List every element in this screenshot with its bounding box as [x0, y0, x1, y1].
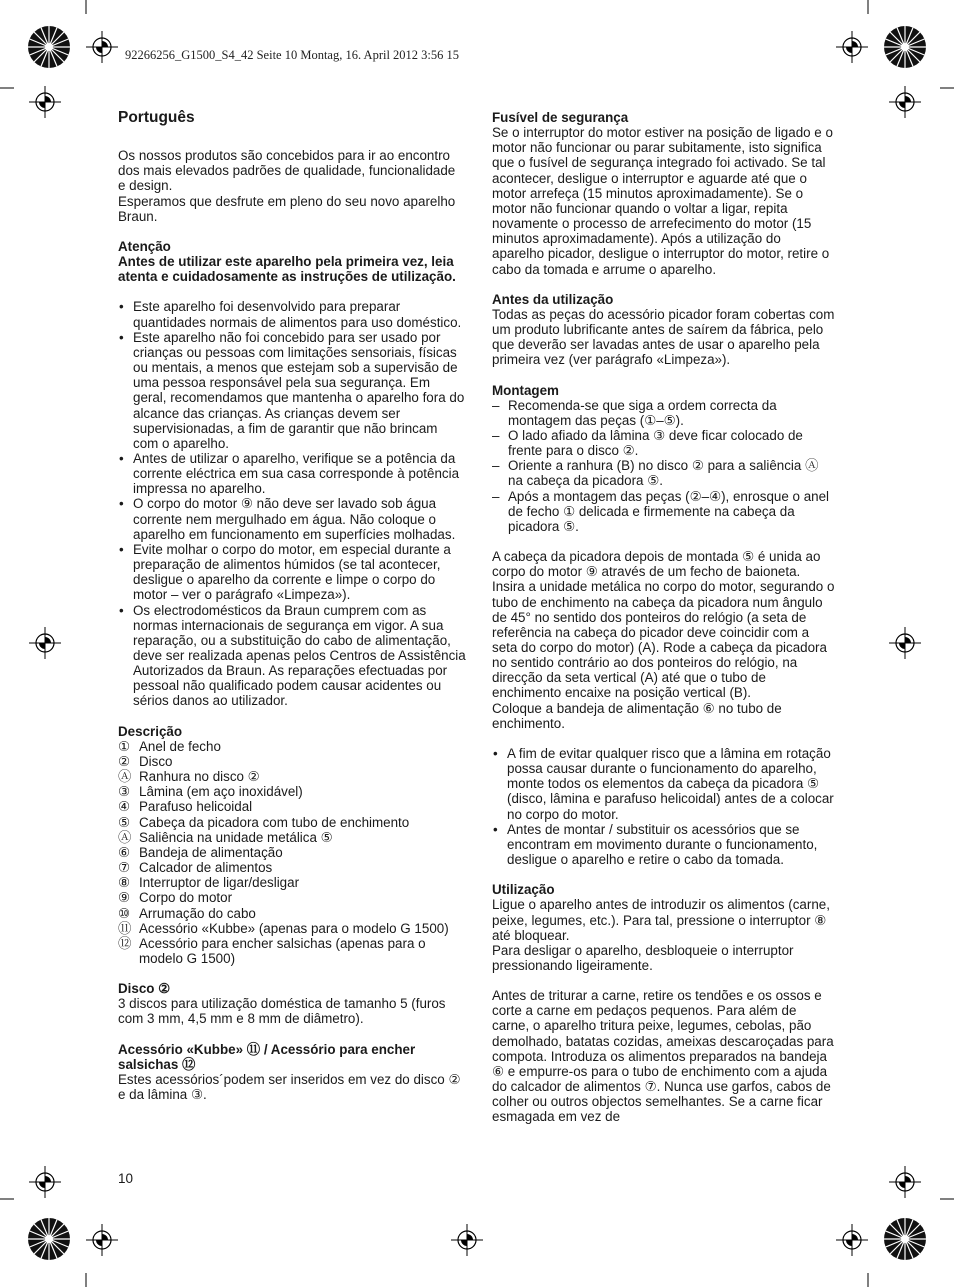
item-label: Cabeça da picadora com tubo de enchimento — [139, 814, 410, 830]
list-item: – Oriente a ranhura (B) no disco ② para a saliência Ⓐ na cabeça da picadora ⑤. — [492, 458, 836, 488]
list-item — [118, 875, 466, 890]
list-item: • Antes de montar / substituir os acessórios que se encontram em movimento durante o funcionamento, desligue o aparelho e retire o cabo da tomada. — [492, 822, 836, 867]
assembly-heading: Montagem — [492, 382, 559, 398]
right-column — [492, 108, 836, 1125]
fuse-heading: Fusível de segurança — [492, 110, 629, 125]
list-item — [118, 936, 466, 966]
attention-text: Antes de utilizar este aparelho pela primeira vez, leia atenta e cuidadosamente as instruções de utilização. — [118, 254, 456, 285]
left-column — [118, 108, 466, 1102]
crosshair-mark-right-bottom-icon — [889, 1166, 921, 1198]
crosshair-mark-top-1-icon — [86, 31, 118, 63]
usage-paragraph-3: Antes de triturar a carne, retire os tendões e os ossos e corte a carne em pedaços pequenos. Para além de carne, o aparelho tritura peixe, legumes, cebolas, pão demolhado, batatas cozidas, ameixas descaroçadas para compota. Introduza os alimentos preparados na bandeja ⑥ e empurre-os para o tubo de enchimento com a ajuda do calcador de alimentos ⑦. Nunca use garfos, cabos de colher ou outros objectos semelhantes. Se a carne ficar esmagada em vez de — [492, 988, 834, 1125]
list-item: • Este aparelho foi desenvolvido para preparar quantidades normais de alimentos para uso doméstico. — [118, 299, 466, 329]
starburst-mark-bottom-right-icon — [883, 1217, 927, 1261]
list-item: • A fim de evitar qualquer risco que a lâmina em rotação possa causar durante o funcionamento do aparelho, monte todos os elementos da cabeça da picadora ⑤ (disco, lâmina e parafuso helicoidal) antes de a colocar no corpo do motor. — [492, 746, 836, 822]
usage-paragraph-2: Para desligar o aparelho, desbloqueie o interruptor pressionando ligeiramente. — [492, 942, 794, 973]
item-number: ⑦ — [118, 860, 131, 876]
item-label: Arrumação do cabo — [139, 905, 256, 921]
before-use-heading: Antes da utilização — [492, 291, 614, 307]
crosshair-mark-right-top-icon — [889, 86, 921, 118]
list-item — [118, 845, 466, 860]
item-number: ③ — [118, 784, 131, 800]
assembly-safety-list — [492, 746, 836, 867]
page-number: 10 — [118, 1171, 134, 1186]
list-item: – O lado afiado da lâmina ③ deve ficar colocado de frente para o disco ②. — [492, 428, 836, 458]
item-label: Acessório «Kubbe» (apenas para o modelo G 1500) — [139, 920, 449, 936]
crosshair-mark-right-mid-icon — [889, 627, 921, 659]
list-item — [118, 906, 466, 921]
kubbe-heading: Acessório «Kubbe» ⑪ / Acessório para encher salsichas ⑫ — [118, 1041, 416, 1072]
print-header: 92266256_G1500_S4_42 Seite 10 Montag, 16. April 2012 3:56 15 — [125, 48, 460, 62]
item-label: Bandeja de alimentação — [139, 844, 283, 860]
list-item: • Os electrodomésticos da Braun cumprem com as normas internacionais de segurança em vigor. A sua reparação, ou a substituição do cabo de alimentação, deve ser realizada apenas pelos Centros de Assistência Autorizados da Braun. As reparações efectuadas por pessoal não qualificado podem causar acidentes ou sérios danos ao utilizador. — [118, 603, 466, 709]
attention-heading: Atenção — [118, 238, 171, 254]
item-label: Acessório para encher salsichas (apenas para o modelo G 1500) — [139, 935, 426, 966]
item-label: Ranhura no disco ② — [139, 769, 260, 785]
fuse-text: Se o interruptor do motor estiver na posição de ligado e o motor não funcionar ou parar subitamente, isto significa que o fusível de segurança integrado foi activado. Se tal acontecer, desligue o interruptor e aguarde até que o motor arrefeça (15 minutos aproximadamente). Se o motor não funcionar quando o voltar a ligar, repita novamente o processo de arrefecimento do motor (15 minutos aproximadamente). Após a utilização do aparelho picador, desligue o interruptor do motor, retire o cabo da tomada e arrume o aparelho. — [492, 125, 833, 277]
item-number: Ⓐ — [118, 829, 132, 845]
crosshair-mark-left-bottom-icon — [29, 1166, 61, 1198]
item-label: Interruptor de ligar/desligar — [139, 875, 300, 891]
item-label: Disco — [139, 753, 173, 769]
list-item — [118, 784, 466, 799]
starburst-mark-bottom-left-icon — [27, 1217, 71, 1261]
item-number: ⑨ — [118, 890, 131, 906]
list-item — [118, 799, 466, 814]
list-item — [118, 860, 466, 875]
item-label: Saliência na unidade metálica ⑤ — [139, 829, 333, 845]
page-title: Português — [118, 109, 195, 126]
item-label: Calcador de alimentos — [139, 860, 273, 876]
item-number: ② — [118, 753, 131, 769]
item-number: ⑩ — [118, 905, 131, 921]
list-item: • Evite molhar o corpo do motor, em especial durante a preparação de alimentos húmidos (se tal acontecer, desligue o aparelho da corrente e limpe o corpo do motor – ver o parágrafo «Limpeza»). — [118, 542, 466, 603]
list-item: – Após a montagem das peças (②–④), enrosque o anel de fecho ① delicada e firmemente na cabeça da picadora ⑤. — [492, 489, 836, 534]
item-number: ⑫ — [118, 935, 132, 951]
crosshair-mark-left-mid-icon — [29, 627, 61, 659]
item-number: ⑧ — [118, 875, 131, 891]
description-list — [118, 739, 466, 966]
list-item: • Este aparelho não foi concebido para ser usado por crianças ou pessoas com limitações sensoriais, físicas ou mentais, a menos que estejam sob a supervisão de uma pessoa responsável pela sua segurança. Em geral, recomendamos que mantenha o aparelho fora do alcance das crianças. As crianças devem ser supervisionadas, a fim de garantir que não brincam com o aparelho. — [118, 330, 466, 451]
description-heading: Descrição — [118, 723, 183, 739]
item-number: Ⓐ — [118, 769, 132, 785]
crosshair-mark-bottom-1-icon — [86, 1224, 118, 1256]
list-item — [118, 754, 466, 769]
crosshair-mark-top-2-icon — [836, 31, 868, 63]
item-label: Lâmina (em aço inoxidável) — [139, 784, 303, 800]
starburst-mark-top-left-icon — [27, 25, 71, 69]
assembly-list — [492, 398, 836, 534]
assembly-paragraph-2: Coloque a bandeja de alimentação ⑥ no tubo de enchimento. — [492, 700, 782, 731]
list-item — [118, 921, 466, 936]
item-label: Anel de fecho — [139, 738, 221, 754]
usage-heading: Utilização — [492, 882, 555, 898]
item-label: Parafuso helicoidal — [139, 799, 253, 815]
before-use-text: Todas as peças do acessório picador foram cobertas com um produto lubrificante antes de saírem da fábrica, pelo que deverão ser lavadas antes de usar o aparelho pela primeira vez (ver parágrafo «Limpeza»). — [492, 306, 835, 368]
intro-paragraph-1: Os nossos produtos são concebidos para ir ao encontro dos mais elevados padrões de qualidade, funcionalidade e design. — [118, 148, 456, 194]
crosshair-mark-bottom-2-icon — [451, 1224, 483, 1256]
assembly-paragraph-1: A cabeça da picadora depois de montada ⑤ é unida ao corpo do motor ⑨ através de um fecho de baioneta. Insira a unidade metálica no corpo do motor, segurando o tubo de enchimento na cabeça da picadora num ângulo de 45° no sentido dos ponteiros do relógio (a seta de referência na cabeça do picador deve coincidir com a seta do corpo do motor) (A). Rode a cabeça da picadora no sentido contrário ao dos ponteiros do relógio, na direcção da seta vertical (A) até que o tubo de enchimento encaixe na posição vertical (B). — [492, 549, 835, 701]
disc-text: 3 discos para utilização doméstica de tamanho 5 (furos com 3 mm, 4,5 mm e 8 mm de diâmetro). — [118, 996, 446, 1027]
list-item — [118, 769, 466, 784]
list-item — [118, 830, 466, 845]
crosshair-mark-left-top-icon — [29, 86, 61, 118]
item-number: ⑪ — [118, 920, 132, 936]
list-item — [118, 815, 466, 830]
item-label: Corpo do motor — [139, 890, 233, 906]
intro-paragraph-2: Esperamos que desfrute em pleno do seu novo aparelho Braun. — [118, 193, 456, 224]
list-item: – Recomenda-se que siga a ordem correcta da montagem das peças (①–⑤). — [492, 398, 836, 428]
crosshair-mark-bottom-3-icon — [836, 1224, 868, 1256]
list-item: • O corpo do motor ⑨ não deve ser lavado sob água corrente nem mergulhado em água. Não coloque o aparelho em funcionamento em superfícies molhadas. — [118, 496, 466, 541]
list-item — [118, 739, 466, 754]
item-number: ⑥ — [118, 844, 131, 860]
list-item: • Antes de utilizar o aparelho, verifique se a potência da corrente eléctrica em sua casa corresponde à potência impressa no aparelho. — [118, 451, 466, 496]
kubbe-text: Estes acessórios´podem ser inseridos em vez do disco ② e da lâmina ③. — [118, 1071, 461, 1103]
list-item — [118, 890, 466, 905]
item-number: ⑤ — [118, 814, 131, 830]
starburst-mark-top-right-icon — [883, 25, 927, 69]
usage-paragraph-1: Ligue o aparelho antes de introduzir os alimentos (carne, peixe, legumes, etc.). Para tal, pressione o interruptor ⑧ até bloquear. — [492, 897, 830, 943]
item-number: ④ — [118, 799, 131, 815]
item-number: ① — [118, 738, 131, 754]
disc-heading: Disco ② — [118, 981, 171, 997]
safety-list — [118, 299, 466, 708]
